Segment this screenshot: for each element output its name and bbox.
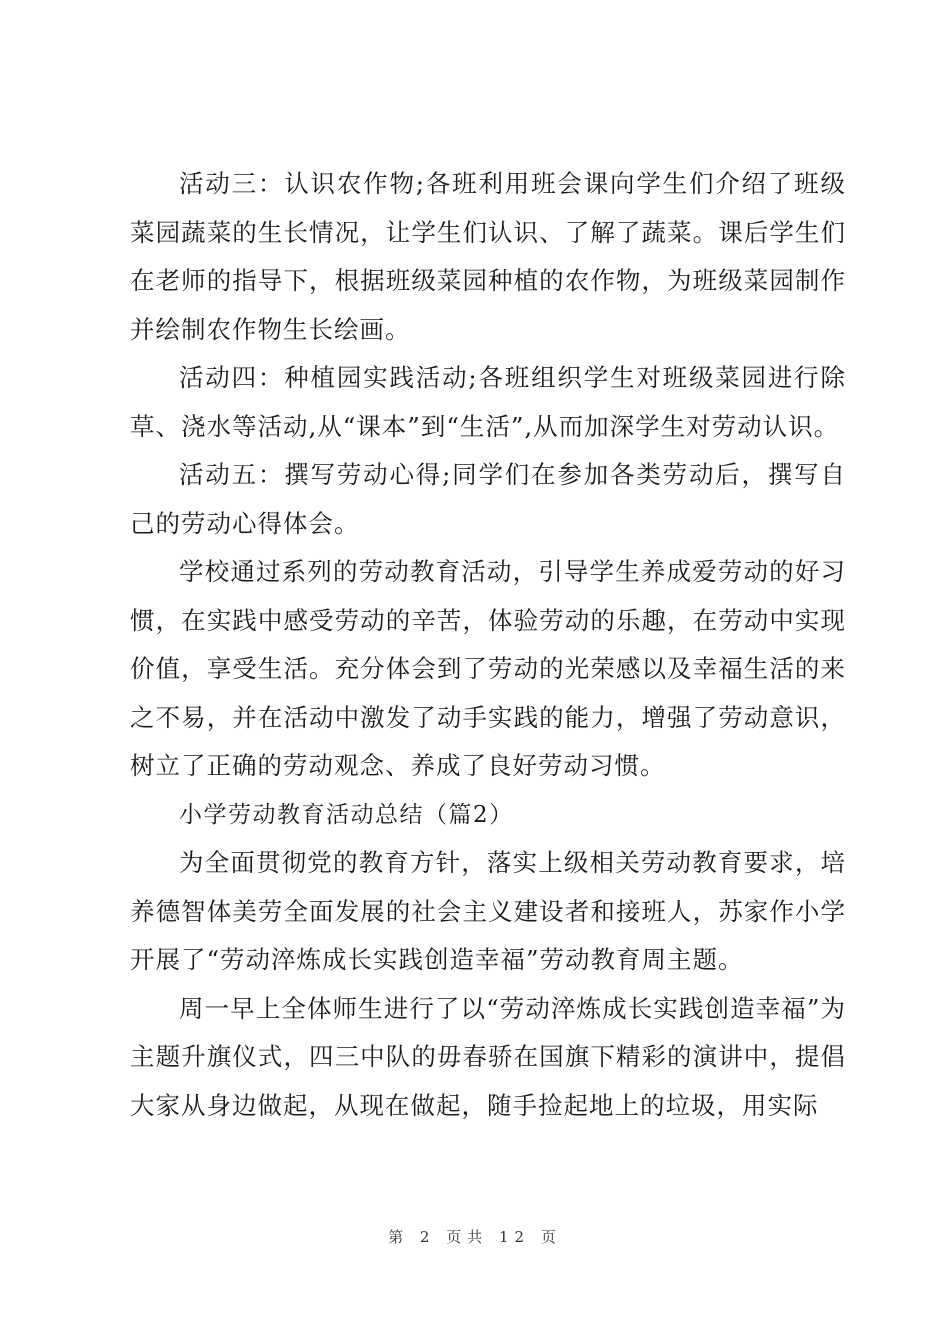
section-heading: 小学劳动教育活动总结（篇2）: [179, 801, 514, 828]
paragraph-summary: 学校通过系列的劳动教育活动，引导学生养成爱劳动的好习惯，在实践中感受劳动的辛苦，体验劳动的乐趣，在劳动中实现价值，享受生活。充分体会到了劳动的光荣感以及幸福生活的来之不易，并在活动中激发了动手实践的能力，增强了劳动意识，树立了正确的劳动观念、养成了良好劳动习惯。: [130, 557, 846, 780]
paragraph-monday: 周一早上全体师生进行了以“劳动淬炼成长实践创造幸福”为主题升旗仪式，四三中队的毋春骄在国旗下精彩的演讲中，提倡大家从身边做起，从现在做起，随手捡起地上的垃圾，用实际: [130, 993, 846, 1120]
page-footer: 第 2 页共 12 页: [388, 1228, 562, 1246]
document-body: [130, 160, 846, 1130]
paragraph-activity-five: 活动五：撰写劳动心得;同学们在参加各类劳动后，撰写自己的劳动心得体会。: [130, 460, 846, 538]
paragraph-activity-four: 活动四：种植园实践活动;各班组织学生对班级菜园进行除草、浇水等活动,从“课本”到“生活”,从而加深学生对劳动认识。: [130, 363, 846, 441]
paragraph-activity-three: 活动三：认识农作物;各班利用班会课向学生们介绍了班级菜园蔬菜的生长情况，让学生们认识、了解了蔬菜。课后学生们在老师的指导下，根据班级菜园种植的农作物，为班级菜园制作并绘制农作物生长绘画。: [130, 169, 846, 344]
paragraph-intro: 为全面贯彻党的教育方针，落实上级相关劳动教育要求，培养德智体美劳全面发展的社会主义建设者和接班人，苏家作小学开展了“劳动淬炼成长实践创造幸福”劳动教育周主题。: [130, 848, 846, 974]
